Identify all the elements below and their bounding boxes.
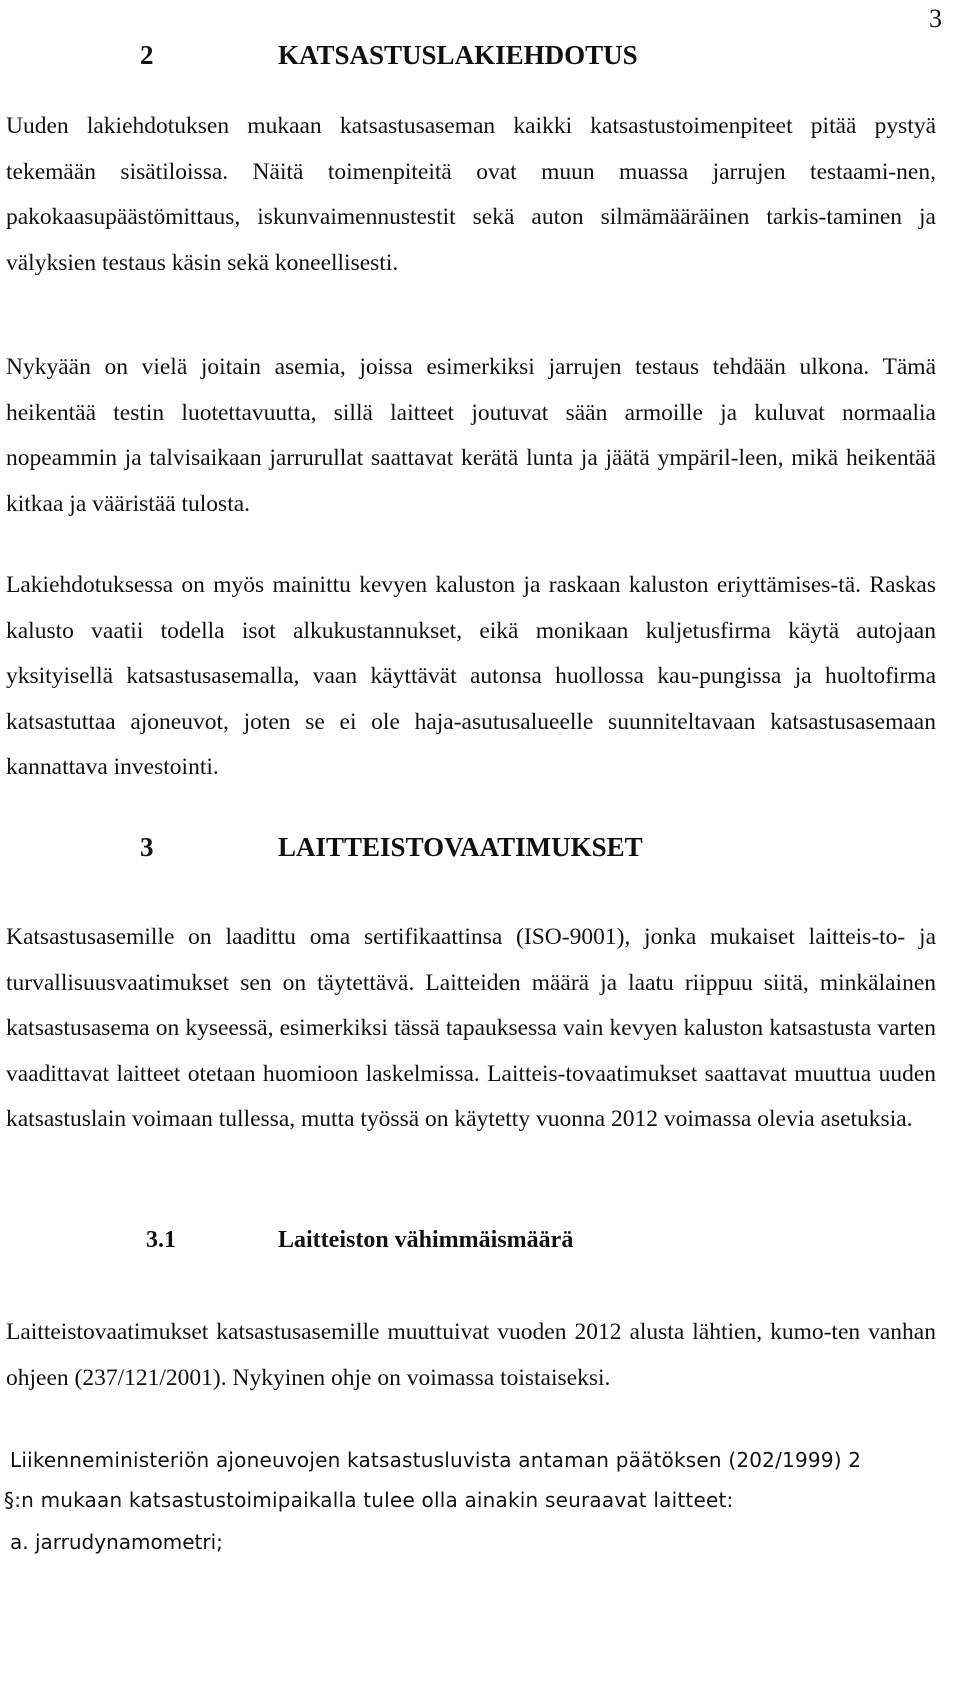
section-number: 2 <box>140 40 154 70</box>
paragraph: Laitteistovaatimukset katsastusasemille muuttuivat vuoden 2012 alusta lähtien, kumo-ten vanhan ohjeen (237/121/2001). Nykyinen ohje on voimassa toistaiseksi. <box>6 1319 936 1391</box>
page-number: 3 <box>929 4 942 33</box>
paragraph: Uuden lakiehdotuksen mukaan katsastusaseman kaikki katsastustoimenpiteet pitää pystyä tekemään sisätiloissa. Näitä toimenpiteitä ovat muun muassa jarrujen testaami-nen, pakokaasupäästömittaus, iskunvaimennustestit sekä auton silmämääräinen tarkis-taminen ja välyksien testaus käsin sekä koneellisesti. <box>6 113 936 276</box>
paragraph: Katsastusasemille on laadittu oma sertifikaattinsa (ISO-9001), jonka mukaiset laitteis-to- ja turvallisuusvaatimukset sen on täytettävä. Laitteiden määrä ja laatu riippuu siitä, minkälainen katsastusasema on kyseessä, esimerkiksi tässä tapauksessa vain kevyen kaluston katsastusta varten vaadittavat laitteet otetaan huomioon laskelmissa. Laitteis-tovaatimukset saattavat muuttua uuden katsastuslain voimaan tullessa, mutta työssä on käytetty vuonna 2012 voimassa olevia asetuksia. <box>6 924 936 1132</box>
section-number: 3 <box>140 832 154 862</box>
paragraph: Nykyään on vielä joitain asemia, joissa esimerkiksi jarrujen testaus tehdään ulkona. Tämä heikentää testin luotettavuutta, sillä laitteet joutuvat sään armoille ja kuluvat normaalia nopeammin ja talvisaikaan jarrurullat saattavat kerätä lunta ja jäätä ympäril-leen, mikä heikentää kitkaa ja vääristää tulosta. <box>6 354 936 517</box>
section-title: Laitteiston vähimmäismäärä <box>278 1227 574 1253</box>
section-title: LAITTEISTOVAATIMUKSET <box>278 832 643 862</box>
section-title: KATSASTUSLAKIEHDOTUS <box>278 40 638 70</box>
section-number: 3.1 <box>146 1227 176 1253</box>
quote-block <box>4 1440 936 1554</box>
quote-line: Liikenneministeriön ajoneuvojen katsastusluvista antaman päätöksen (202/1999) 2 <box>10 1448 862 1472</box>
list-item: a. jarrudynamometri; <box>10 1530 223 1554</box>
quote-line: §:n mukaan katsastustoimipaikalla tulee olla ainakin seuraavat laitteet: <box>4 1488 734 1512</box>
paragraph: Lakiehdotuksessa on myös mainittu kevyen kaluston ja raskaan kaluston eriyttämises-tä. Raskas kalusto vaatii todella isot alkukustannukset, eikä monikaan kuljetusfirma käytä autojaan yksityisellä katsastusasemalla, vaan käyttävät autonsa huollossa kau-pungissa ja huoltofirma katsastuttaa ajoneuvot, joten se ei ole haja-asutusalueelle suunniteltavaan katsastusasemaan kannattava investointi. <box>6 572 936 780</box>
